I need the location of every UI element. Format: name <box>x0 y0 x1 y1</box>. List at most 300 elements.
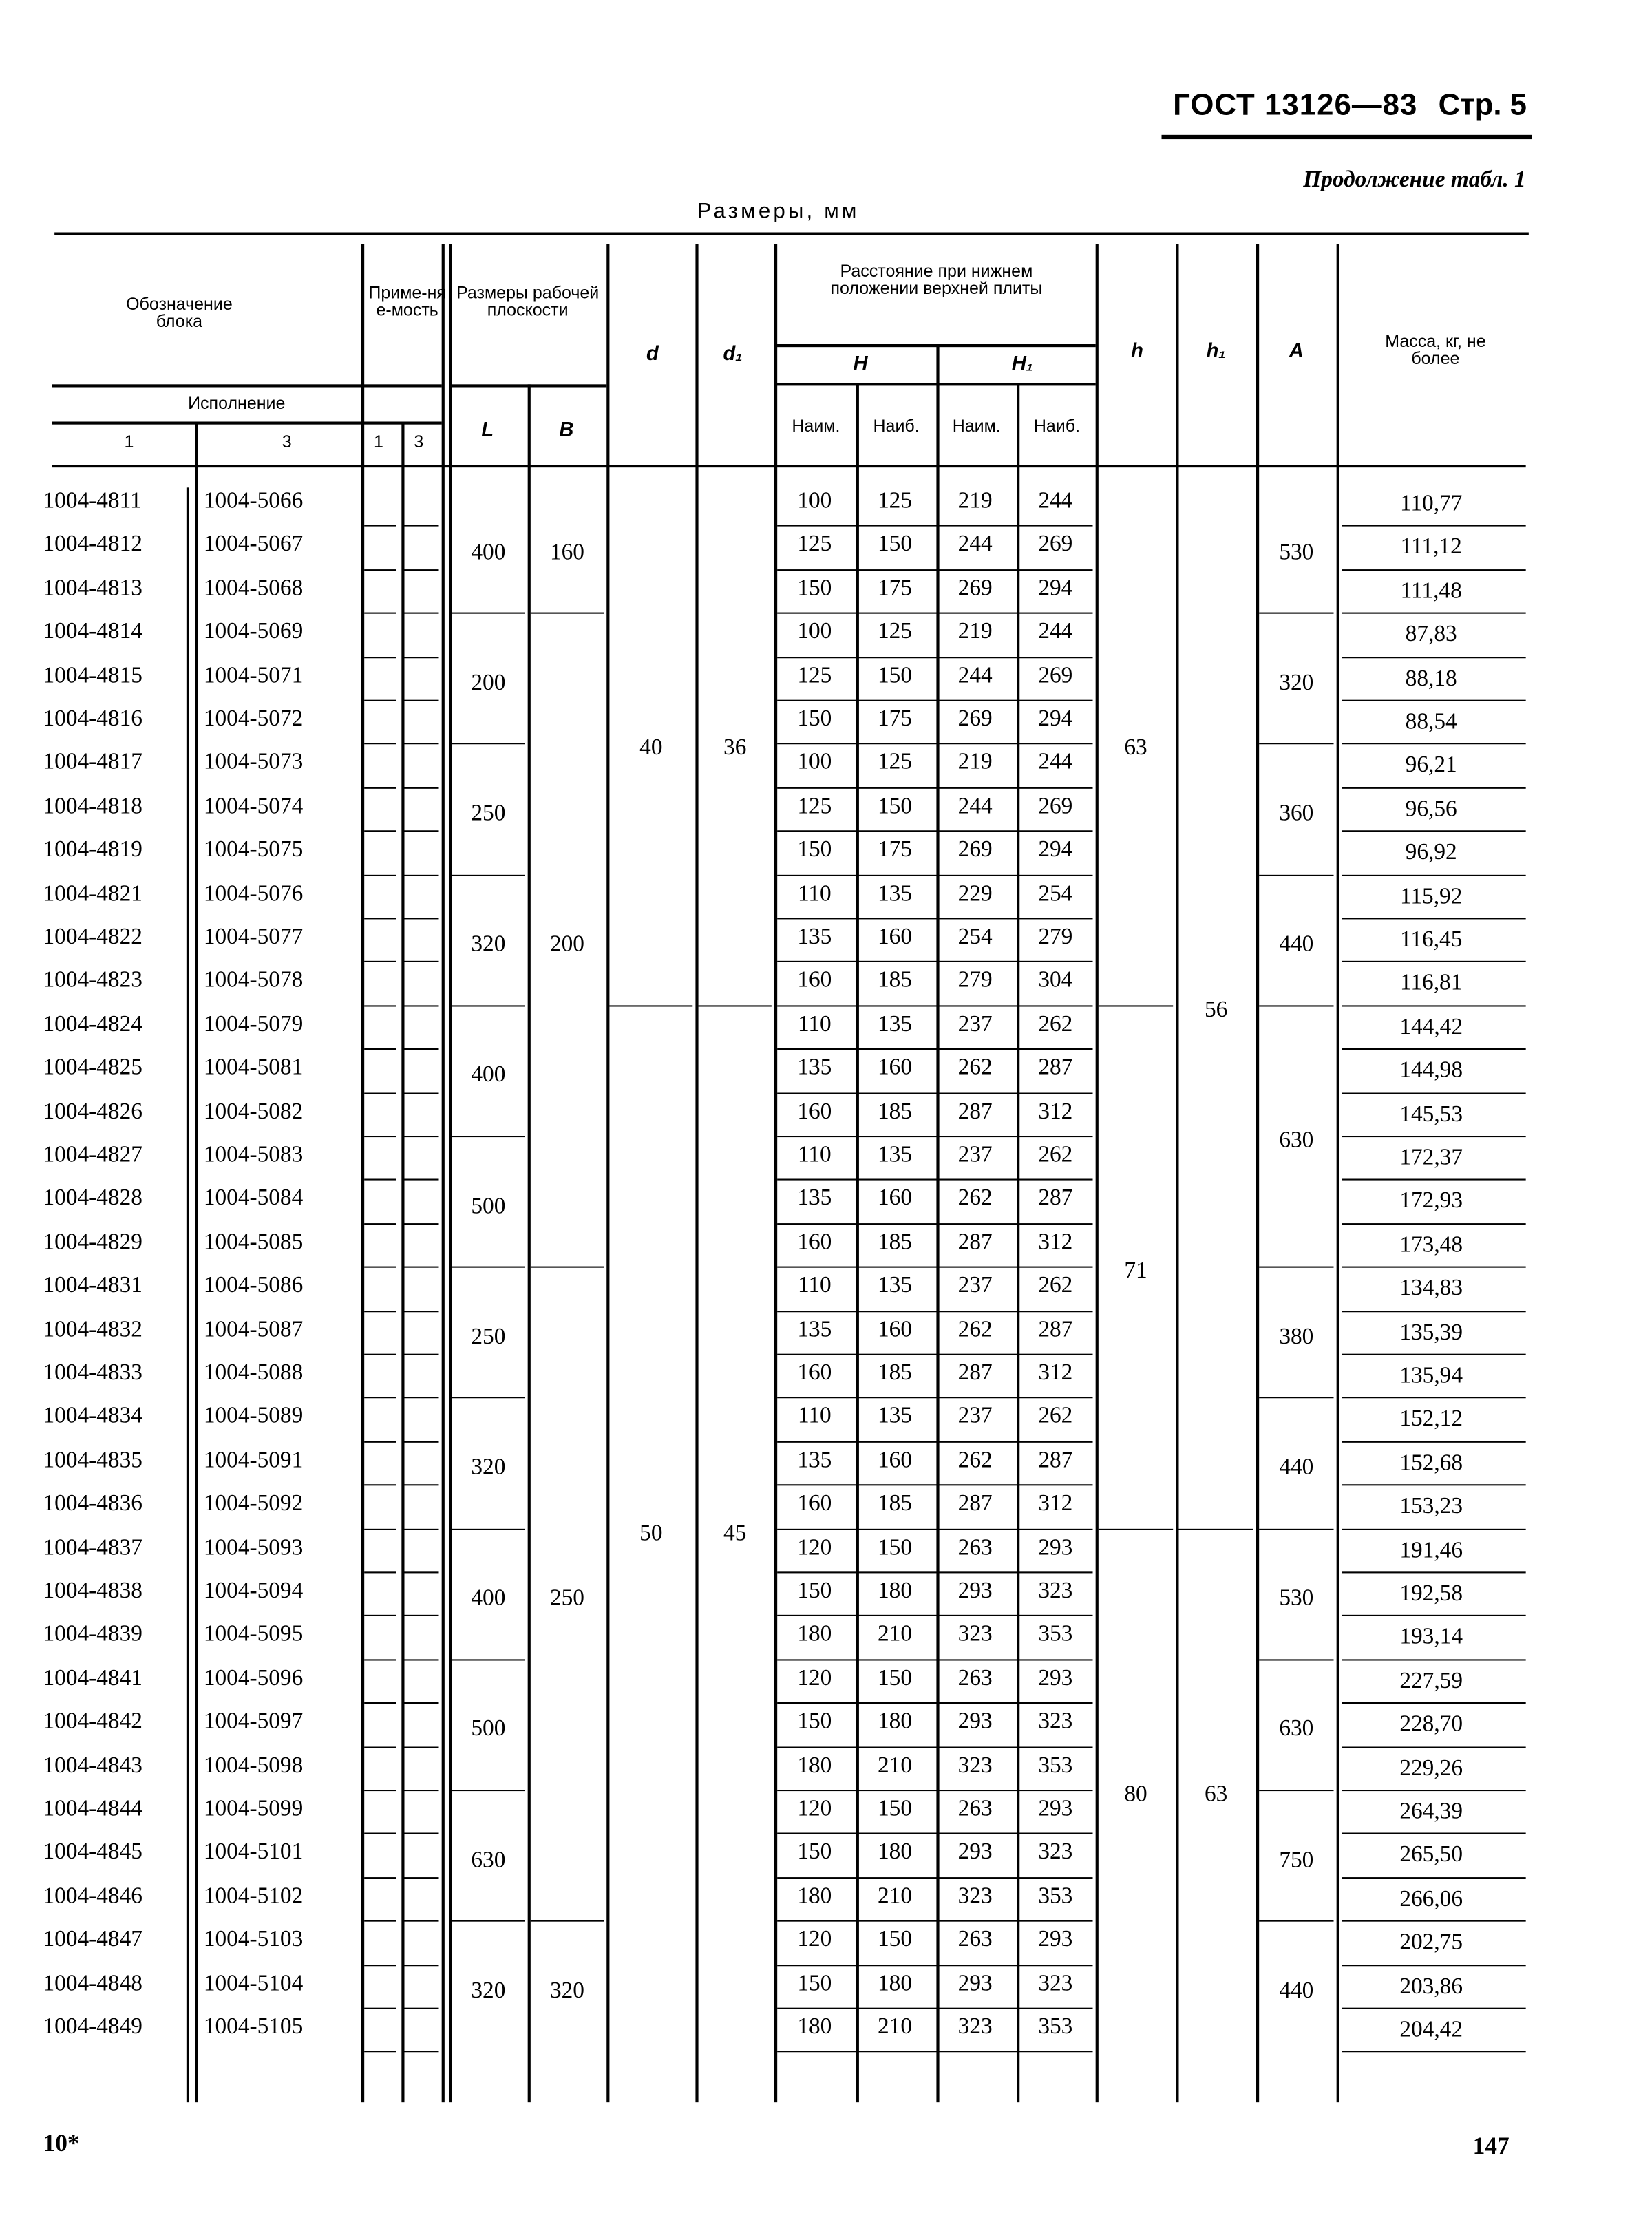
designation-v3: 1004-5066 <box>203 489 304 514</box>
mass-value: 152,68 <box>1399 1450 1463 1476</box>
H1-max: 293 <box>1038 1666 1073 1691</box>
H-min: 125 <box>797 794 832 819</box>
group-rule <box>609 1005 692 1006</box>
row-rule <box>1342 787 1526 788</box>
row-rule <box>777 2051 1092 2053</box>
header-H: H <box>853 351 868 374</box>
A-value: 630 <box>1279 1717 1314 1742</box>
H-min: 135 <box>797 1186 832 1211</box>
column-rule <box>606 244 609 2102</box>
L-value: 250 <box>471 801 506 826</box>
group-rule <box>1099 1005 1173 1006</box>
row-rule <box>1342 1048 1526 1050</box>
designation-v3: 1004-5083 <box>203 1143 304 1167</box>
header-H1-min: Наим. <box>952 416 1001 436</box>
designation-v3: 1004-5087 <box>203 1317 304 1342</box>
H1-min: 262 <box>957 1317 993 1342</box>
header-bottom-rule <box>52 465 1526 467</box>
H-min: 100 <box>797 489 832 514</box>
row-rule <box>364 831 396 832</box>
H-max: 135 <box>878 1404 912 1429</box>
H1-min: 293 <box>957 1709 993 1735</box>
designation-v1: 1004-4839 <box>43 1622 142 1647</box>
row-rule <box>1342 743 1526 745</box>
mass-value: 264,39 <box>1399 1799 1463 1824</box>
H-max: 150 <box>878 1797 912 1821</box>
H1-max: 269 <box>1038 663 1073 688</box>
L-value: 320 <box>471 1978 506 2003</box>
row-rule <box>405 1571 439 1573</box>
designation-v1: 1004-4847 <box>43 1927 142 1952</box>
row-rule <box>1342 613 1526 614</box>
page-label: Стр. 5 <box>1438 89 1527 123</box>
H-min: 120 <box>797 1927 832 1952</box>
A-value: 530 <box>1279 540 1314 564</box>
header-designation: Обозначение блока <box>126 294 233 332</box>
mass-value: 111,48 <box>1400 579 1462 604</box>
group-rule <box>531 613 604 614</box>
row-rule <box>364 700 396 701</box>
row-rule <box>364 1746 396 1748</box>
row-rule <box>405 1920 439 1922</box>
H-min: 135 <box>797 1055 832 1081</box>
header-applicability: Приме-няе-мость <box>368 282 446 320</box>
row-rule <box>405 1223 439 1225</box>
column-rule <box>695 244 698 2102</box>
mass-value: 115,92 <box>1399 884 1463 909</box>
H1-min: 269 <box>957 707 993 732</box>
H1-min: 323 <box>957 1622 993 1647</box>
designation-v3: 1004-5101 <box>203 1840 304 1865</box>
L-value: 200 <box>471 670 506 695</box>
column-rule <box>195 422 198 2103</box>
row-rule <box>777 831 1092 832</box>
row-rule <box>364 1048 396 1050</box>
H-max: 150 <box>878 794 912 819</box>
row-rule <box>1342 1092 1526 1094</box>
header-work-surface: Размеры рабочей плоскости <box>456 282 600 320</box>
H-min: 110 <box>797 1012 832 1037</box>
group-rule <box>452 613 525 614</box>
row-rule <box>364 1441 396 1442</box>
H-min: 135 <box>797 924 832 950</box>
row-rule <box>777 569 1092 571</box>
H-max: 125 <box>878 489 912 514</box>
row-rule <box>405 1354 439 1355</box>
row-rule <box>405 1485 439 1486</box>
designation-v1: 1004-4812 <box>43 532 142 558</box>
H-max: 210 <box>878 1753 912 1778</box>
row-rule <box>1342 1659 1526 1660</box>
row-rule <box>405 743 439 745</box>
H1-max: 244 <box>1038 750 1073 775</box>
H1-max: 244 <box>1038 489 1073 514</box>
footer-left-mark: 10* <box>43 2129 80 2157</box>
designation-v1: 1004-4841 <box>43 1666 142 1691</box>
row-rule <box>405 787 439 788</box>
H1-min: 287 <box>957 1492 993 1516</box>
h-value: 80 <box>1124 1782 1147 1807</box>
H1-max: 294 <box>1038 707 1073 732</box>
row-rule <box>777 1571 1092 1573</box>
mass-value: 192,58 <box>1399 1581 1463 1607</box>
group-rule <box>1259 613 1333 614</box>
H1-max: 262 <box>1038 1143 1073 1167</box>
row-rule <box>364 656 396 657</box>
header-version-3: 3 <box>282 432 292 452</box>
row-rule <box>364 2051 396 2053</box>
H-min: 110 <box>797 1404 832 1429</box>
mass-value: 173,48 <box>1399 1233 1463 1258</box>
row-rule <box>777 525 1092 527</box>
H1-min: 237 <box>957 1273 993 1298</box>
group-rule <box>1259 1528 1333 1530</box>
designation-v1: 1004-4848 <box>43 1971 142 1996</box>
H1-max: 353 <box>1038 1753 1073 1778</box>
group-rule <box>1259 1790 1333 1791</box>
A-value: 440 <box>1279 1978 1314 2003</box>
dimensions-title: Размеры, мм <box>697 199 860 224</box>
designation-v1: 1004-4842 <box>43 1709 142 1735</box>
row-rule <box>364 1485 396 1486</box>
mass-value: 172,93 <box>1399 1189 1463 1214</box>
column-rule <box>401 422 404 2103</box>
H-max: 180 <box>878 1840 912 1865</box>
H-max: 135 <box>878 1012 912 1037</box>
H-min: 120 <box>797 1535 832 1560</box>
H1-min: 237 <box>957 1143 993 1167</box>
H1-max: 269 <box>1038 532 1073 558</box>
row-rule <box>364 1833 396 1834</box>
row-rule <box>777 918 1092 919</box>
row-rule <box>364 1790 396 1791</box>
H-max: 185 <box>878 1099 912 1124</box>
H1-max: 312 <box>1038 1099 1073 1124</box>
designation-v1: 1004-4815 <box>43 663 142 688</box>
H1-min: 254 <box>957 924 993 950</box>
designation-v3: 1004-5105 <box>203 2015 304 2040</box>
designation-v1: 1004-4845 <box>43 1840 142 1865</box>
designation-v3: 1004-5076 <box>203 881 304 906</box>
B-value: 160 <box>549 540 584 564</box>
mass-value: 153,23 <box>1399 1494 1463 1519</box>
H-min: 110 <box>797 1273 832 1298</box>
H1-min: 323 <box>957 1753 993 1778</box>
H-min: 100 <box>797 750 832 775</box>
row-rule <box>1342 569 1526 571</box>
column-rule <box>449 244 452 2102</box>
row-rule <box>364 1616 396 1617</box>
H-max: 160 <box>878 1055 912 1081</box>
mass-value: 152,12 <box>1399 1407 1463 1432</box>
designation-v3: 1004-5091 <box>203 1448 304 1473</box>
H-max: 150 <box>878 1535 912 1560</box>
H-rule <box>774 383 1096 385</box>
H1-max: 312 <box>1038 1492 1073 1516</box>
designation-v3: 1004-5077 <box>203 924 304 950</box>
row-rule <box>1342 918 1526 919</box>
designation-v1: 1004-4822 <box>43 924 142 950</box>
H1-min: 244 <box>957 663 993 688</box>
group-rule <box>452 1659 525 1660</box>
row-rule <box>405 1877 439 1879</box>
row-rule <box>1342 831 1526 832</box>
row-rule <box>1342 1310 1526 1311</box>
row-rule <box>364 613 396 614</box>
row-rule <box>1342 2008 1526 2009</box>
H1-min: 262 <box>957 1186 993 1211</box>
designation-v1: 1004-4832 <box>43 1317 142 1342</box>
H-min: 150 <box>797 1709 832 1735</box>
row-rule <box>364 874 396 876</box>
H-min: 150 <box>797 1971 832 1996</box>
designation-v3: 1004-5098 <box>203 1753 304 1778</box>
H1-max: 293 <box>1038 1927 1073 1952</box>
column-rule <box>361 244 364 2102</box>
H-min: 135 <box>797 1317 832 1342</box>
row-rule <box>1342 1571 1526 1573</box>
row-rule <box>777 1441 1092 1442</box>
group-rule <box>452 1397 525 1399</box>
row-rule <box>364 1702 396 1704</box>
H-min: 150 <box>797 1578 832 1604</box>
H1-max: 293 <box>1038 1535 1073 1560</box>
header-h: h <box>1131 338 1144 361</box>
H-max: 160 <box>878 1186 912 1211</box>
header-version-1: 1 <box>124 432 134 452</box>
mass-value: 172,37 <box>1399 1145 1463 1170</box>
H-min: 180 <box>797 2015 832 2040</box>
L-value: 400 <box>471 1586 506 1611</box>
H1-max: 353 <box>1038 2015 1073 2040</box>
row-rule <box>1342 874 1526 876</box>
mass-value: 96,21 <box>1405 753 1457 778</box>
row-rule <box>364 1267 396 1268</box>
mass-value: 266,06 <box>1399 1887 1463 1912</box>
designation-v1: 1004-4833 <box>43 1361 142 1386</box>
designation-v1: 1004-4849 <box>43 2015 142 2040</box>
designation-v1: 1004-4818 <box>43 794 142 819</box>
table-continuation-label: Продолжение табл. 1 <box>1303 167 1526 193</box>
H1-min: 293 <box>957 1840 993 1865</box>
designation-v3: 1004-5103 <box>203 1927 304 1952</box>
mass-value: 96,92 <box>1405 840 1457 865</box>
row-rule <box>364 1528 396 1530</box>
row-rule <box>364 1310 396 1311</box>
row-rule <box>1342 1877 1526 1879</box>
designation-v1: 1004-4846 <box>43 1884 142 1909</box>
H-min: 150 <box>797 838 832 862</box>
group-rule <box>452 1920 525 1922</box>
mass-value: 193,14 <box>1399 1625 1463 1650</box>
H-max: 135 <box>878 1273 912 1298</box>
H-max: 185 <box>878 1492 912 1516</box>
H-max: 150 <box>878 663 912 688</box>
designation-v3: 1004-5074 <box>203 794 304 819</box>
L-value: 400 <box>471 540 506 564</box>
row-rule <box>405 1267 439 1268</box>
A-value: 360 <box>1279 801 1314 826</box>
H-min: 160 <box>797 1361 832 1386</box>
group-rule <box>1259 1920 1333 1922</box>
H-min: 160 <box>797 1099 832 1124</box>
designation-v3: 1004-5086 <box>203 1273 304 1298</box>
H1-min: 219 <box>957 750 993 775</box>
designation-v3: 1004-5082 <box>203 1099 304 1124</box>
H1-max: 287 <box>1038 1186 1073 1211</box>
designation-v3: 1004-5072 <box>203 707 304 732</box>
H1-max: 304 <box>1038 969 1073 993</box>
H1-min: 263 <box>957 1535 993 1560</box>
H-max: 175 <box>878 838 912 862</box>
row-rule <box>1342 700 1526 701</box>
mass-value: 96,56 <box>1405 796 1457 822</box>
row-rule <box>1342 1746 1526 1748</box>
mass-value: 144,98 <box>1399 1058 1463 1083</box>
group-rule <box>452 1528 525 1530</box>
row-rule <box>777 1179 1092 1181</box>
row-rule <box>405 1441 439 1442</box>
H1-min: 323 <box>957 2015 993 2040</box>
mass-value: 191,46 <box>1399 1538 1463 1563</box>
header-L: L <box>481 417 494 441</box>
row-rule <box>777 1790 1092 1791</box>
group-rule <box>452 1005 525 1006</box>
group-rule <box>1178 1528 1253 1530</box>
row-rule <box>405 656 439 657</box>
H1-min: 263 <box>957 1797 993 1821</box>
designation-v3: 1004-5102 <box>203 1884 304 1909</box>
row-rule <box>1342 525 1526 527</box>
header-h1: h₁ <box>1206 338 1226 361</box>
designation-v1: 1004-4823 <box>43 969 142 993</box>
H1-max: 312 <box>1038 1230 1073 1255</box>
designation-v1: 1004-4819 <box>43 838 142 862</box>
H-min: 120 <box>797 1797 832 1821</box>
group-rule <box>452 874 525 876</box>
row-rule <box>777 1833 1092 1834</box>
row-rule <box>405 1964 439 1965</box>
designation-v1: 1004-4814 <box>43 620 142 644</box>
row-rule <box>1342 656 1526 657</box>
row-rule <box>1342 1223 1526 1225</box>
group-rule <box>1259 1397 1333 1399</box>
d-value: 50 <box>639 1521 663 1545</box>
designation-v1: 1004-4835 <box>43 1448 142 1473</box>
row-rule <box>1342 1920 1526 1922</box>
d-value: 40 <box>639 736 663 761</box>
d1-value: 45 <box>723 1521 747 1545</box>
L-value: 250 <box>471 1324 506 1349</box>
row-rule <box>777 656 1092 657</box>
header-d: d <box>646 341 659 365</box>
mass-value: 144,42 <box>1399 1015 1463 1039</box>
row-rule <box>405 1616 439 1617</box>
mass-value: 116,45 <box>1399 927 1463 953</box>
H1-max: 353 <box>1038 1884 1073 1909</box>
row-rule <box>405 1528 439 1530</box>
H1-min: 229 <box>957 881 993 906</box>
row-rule <box>1342 1397 1526 1399</box>
row-rule <box>1342 1354 1526 1355</box>
header-H1-max: Наиб. <box>1033 416 1081 436</box>
B-value: 250 <box>549 1586 584 1611</box>
row-rule <box>364 962 396 963</box>
mass-value: 203,86 <box>1399 1973 1463 1999</box>
designation-v1: 1004-4838 <box>43 1578 142 1604</box>
H1-min: 262 <box>957 1448 993 1473</box>
H-min: 180 <box>797 1884 832 1909</box>
H-min: 160 <box>797 1492 832 1516</box>
designation-v1: 1004-4811 <box>43 489 142 514</box>
H1-min: 237 <box>957 1404 993 1429</box>
row-rule <box>777 1877 1092 1879</box>
group-rule <box>1099 1528 1173 1530</box>
group-rule <box>531 1267 604 1268</box>
A-value: 630 <box>1279 1128 1314 1153</box>
row-rule <box>777 1354 1092 1355</box>
H1-max: 254 <box>1038 881 1073 906</box>
h-value: 63 <box>1124 736 1147 761</box>
H1-max: 323 <box>1038 1971 1073 1996</box>
designation-v1: 1004-4826 <box>43 1099 142 1124</box>
H-max: 150 <box>878 532 912 558</box>
row-rule <box>364 2008 396 2009</box>
header-A: A <box>1289 338 1304 361</box>
A-value: 530 <box>1279 1586 1314 1611</box>
row-rule <box>405 1048 439 1050</box>
H-max: 180 <box>878 1709 912 1735</box>
designation-v3: 1004-5097 <box>203 1709 304 1735</box>
row-rule <box>777 1485 1092 1486</box>
row-rule <box>405 831 439 832</box>
H-max: 125 <box>878 620 912 644</box>
H1-min: 263 <box>957 1666 993 1691</box>
row-rule <box>364 1659 396 1660</box>
header-H1: H₁ <box>1011 351 1034 374</box>
row-rule <box>1342 1790 1526 1791</box>
mass-value: 135,39 <box>1399 1320 1463 1345</box>
H1-max: 293 <box>1038 1797 1073 1821</box>
row-rule <box>405 613 439 614</box>
designation-v1: 1004-4825 <box>43 1055 142 1081</box>
row-rule <box>777 1659 1092 1660</box>
row-rule <box>364 1354 396 1355</box>
row-rule <box>777 613 1092 614</box>
row-rule <box>1342 2051 1526 2053</box>
table-top-rule <box>54 233 1529 235</box>
header-mass: Масса, кг, не более <box>1385 331 1486 369</box>
mass-value: 202,75 <box>1399 1930 1463 1955</box>
H-max: 150 <box>878 1666 912 1691</box>
H1-max: 244 <box>1038 620 1073 644</box>
row-rule <box>364 787 396 788</box>
H1-min: 262 <box>957 1055 993 1081</box>
H1-min: 269 <box>957 576 993 601</box>
row-rule <box>405 918 439 919</box>
A-value: 440 <box>1279 932 1314 957</box>
H1-max: 294 <box>1038 838 1073 862</box>
designation-v1: 1004-4844 <box>43 1797 142 1821</box>
H-min: 125 <box>797 663 832 688</box>
row-rule <box>364 525 396 527</box>
H-min: 100 <box>797 620 832 644</box>
group-rule <box>452 1136 525 1137</box>
designation-v1: 1004-4816 <box>43 707 142 732</box>
page-number: 147 <box>1472 2132 1510 2160</box>
h1-value: 63 <box>1204 1782 1228 1807</box>
designation-v3: 1004-5094 <box>203 1578 304 1604</box>
